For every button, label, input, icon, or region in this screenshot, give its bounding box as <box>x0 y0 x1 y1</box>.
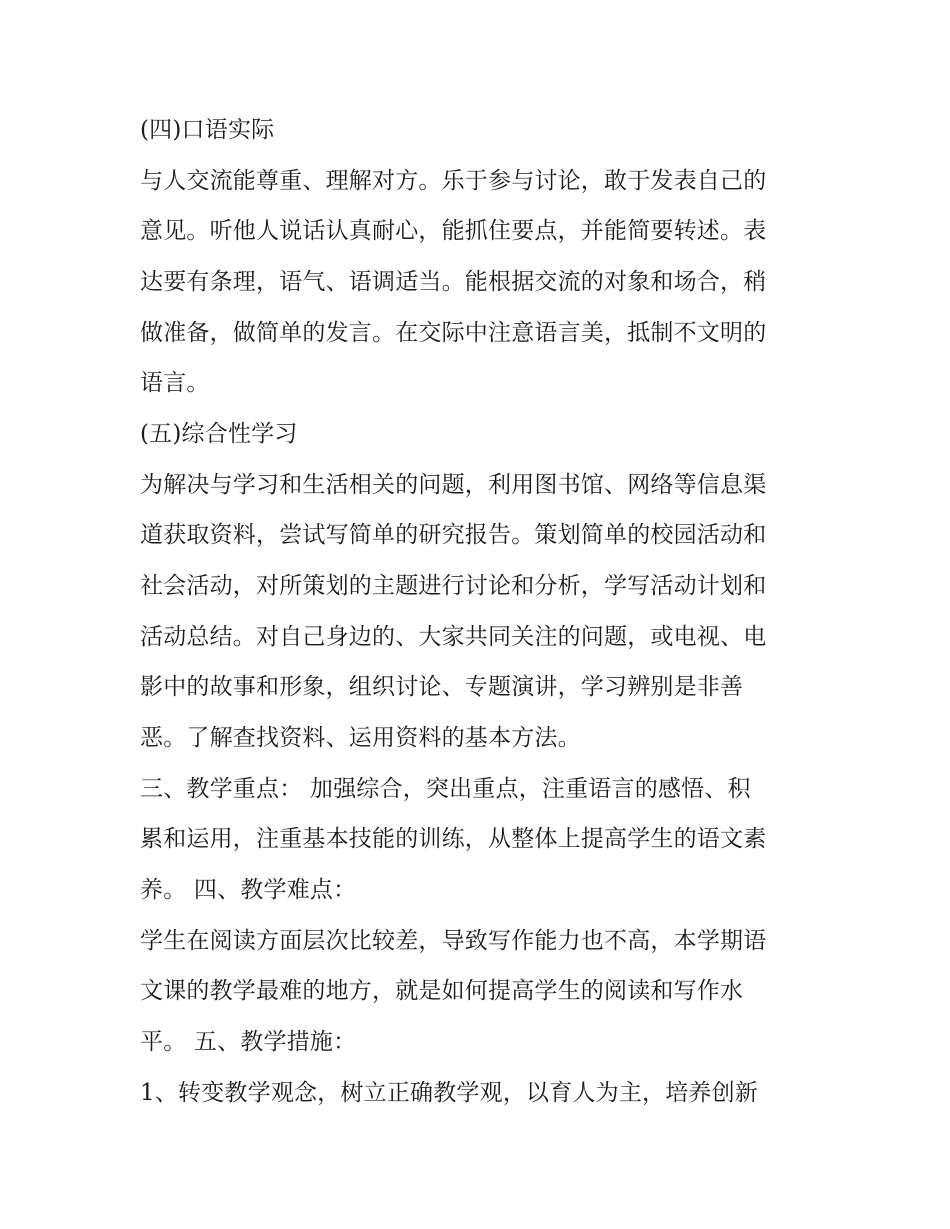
paragraph-line: 文课的教学最难的地方，就是如何提高学生的阅读和写作水 <box>140 978 744 1004</box>
paragraph-line: 意见。听他人说话认真耐心，能抓住要点，并能简要转述。表 <box>140 218 767 244</box>
paragraph-line: 与人交流能尊重、理解对方。乐于参与讨论，敢于发表自己的 <box>140 168 767 194</box>
paragraph-line: 语言。 <box>140 370 210 396</box>
paragraph-line: 做准备，做简单的发言。在交际中注意语言美，抵制不文明的 <box>140 320 767 346</box>
paragraph-line: 道获取资料，尝试写简单的研究报告。策划简单的校园活动和 <box>140 522 767 548</box>
paragraph-line: 学生在阅读方面层次比较差，导致写作能力也不高，本学期语 <box>140 928 767 954</box>
paragraph-line: 活动总结。对自己身边的、大家共同关注的问题，或电视、电 <box>140 624 767 650</box>
section-teaching-difficulty: 养。 四、教学难点： <box>140 877 357 903</box>
paragraph-line: 达要有条理，语气、语调适当。能根据交流的对象和场合，稍 <box>140 269 767 295</box>
section-teaching-focus: 三、教学重点： 加强综合，突出重点，注重语言的感悟、积 <box>140 776 751 802</box>
paragraph-line: 为解决与学习和生活相关的问题，利用图书馆、网络等信息渠 <box>140 472 767 498</box>
paragraph-line: 恶。了解查找资料、运用资料的基本方法。 <box>140 725 581 751</box>
paragraph-line: 累和运用，注重基本技能的训练，从整体上提高学生的语文素 <box>140 826 767 852</box>
paragraph-line: 社会活动，对所策划的主题进行讨论和分析，学写活动计划和 <box>140 573 767 599</box>
section-heading-comprehensive-learning: (五)综合性学习 <box>140 421 298 447</box>
list-item-1: 1、转变教学观念，树立正确教学观，以育人为主，培养创新 <box>140 1080 759 1106</box>
section-teaching-measures: 平。 五、教学措施： <box>140 1029 357 1055</box>
paragraph-line: 影中的故事和形象，组织讨论、专题演讲，学习辨别是非善 <box>140 674 744 700</box>
section-heading-spoken-language: (四)口语实际 <box>140 117 275 143</box>
